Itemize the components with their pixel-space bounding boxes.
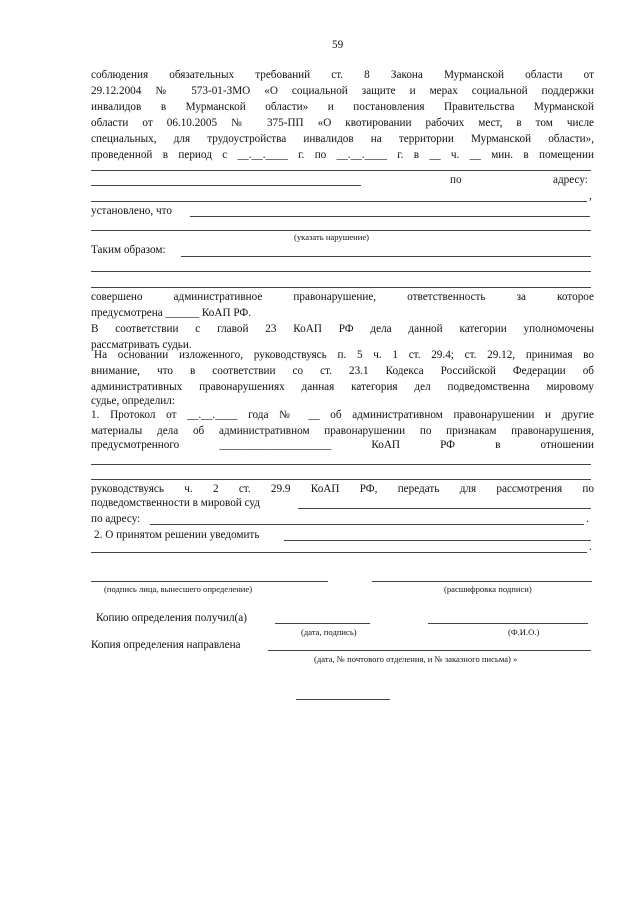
blank-line[interactable] xyxy=(91,230,591,231)
p1-line-6: проведенной в период с __.__.____ г. по __.__.____ г. в __ ч. __ мин. в помещении xyxy=(91,149,594,161)
p4-line-1: руководствуясь ч. 2 ст. 29.9 КоАП РФ, передать для рассмотрения по xyxy=(91,483,594,495)
p3-line-6: материалы дела об административном правонарушении по признакам правонарушения, xyxy=(91,425,594,437)
p1-line-3: инвалидов в Мурманской области» и постановления Правительства Мурманской xyxy=(91,101,594,113)
p2-line-4: рассматривать судьи. xyxy=(91,339,192,351)
comma: , xyxy=(589,190,592,202)
blank-line[interactable] xyxy=(91,464,591,465)
p3-line-1: На основании изложенного, руководствуясь п. 5 ч. 1 ст. 29.4; ст. 29.12, принимая во xyxy=(94,349,594,361)
blank-line[interactable] xyxy=(91,170,591,171)
blank-line[interactable] xyxy=(91,287,591,288)
p2-line-1: совершено административное правонарушение, ответственность за которое xyxy=(91,291,594,303)
post-hint: (дата, № почтового отделения, и № заказного письма) » xyxy=(314,654,518,664)
address-label: адресу: xyxy=(553,174,588,186)
blank-line[interactable] xyxy=(91,271,591,272)
closing-rule xyxy=(296,699,390,700)
thus-label: Таким образом: xyxy=(91,244,166,256)
signature-line[interactable] xyxy=(91,581,328,582)
violation-hint: (указать нарушение) xyxy=(294,232,370,242)
fio-field[interactable] xyxy=(428,623,588,624)
address-field[interactable] xyxy=(150,524,584,525)
p1-line-1: соблюдения обязательных требований ст. 8 Закона Мурманской области от xyxy=(91,69,594,81)
period: . xyxy=(586,513,589,525)
p1-line-4: области от 06.10.2005 № 375-ПП «О квотировании рабочих мест, в том числе xyxy=(91,117,594,129)
p3-line-2: внимание, что в соответствии со ст. 23.1 Кодекса Российской Федерации об xyxy=(91,365,594,377)
period: . xyxy=(589,541,592,553)
p4-line-2: подведомственности в мировой суд xyxy=(91,497,260,509)
page-number: 59 xyxy=(332,39,344,51)
p1-line-2: 29.12.2004 № 573-01-ЗМО «О социальной защите и мерах социальной поддержки xyxy=(91,85,594,97)
copy-received-field[interactable] xyxy=(275,623,370,624)
p3-line-3: административных правонарушениях данная категория дел подведомственна мировому xyxy=(91,381,594,393)
blank-line[interactable] xyxy=(91,479,591,480)
copy-sent-label: Копия определения направлена xyxy=(91,639,241,651)
p4-line-3: по адресу: xyxy=(91,513,141,525)
po-label: по xyxy=(450,174,462,186)
blank-line[interactable] xyxy=(91,201,587,202)
signature-decoding-line[interactable] xyxy=(372,581,592,582)
copy-received-label: Копию определения получил(а) xyxy=(96,612,247,624)
blank-line[interactable] xyxy=(91,185,361,186)
court-field[interactable] xyxy=(298,508,591,509)
p2-line-3: В соответствии с главой 23 КоАП РФ дела данной категории уполномочены xyxy=(91,323,594,335)
p4-line-4: 2. О принятом решении уведомить xyxy=(94,529,260,541)
blank-line[interactable] xyxy=(91,552,587,553)
signature-right-hint: (расшифровка подписи) xyxy=(444,584,532,594)
p2-line-2: предусмотрена ______ КоАП РФ. xyxy=(91,307,251,319)
fio-hint: (Ф.И.О.) xyxy=(508,627,540,637)
established-label: установлено, что xyxy=(91,205,172,217)
established-field[interactable] xyxy=(190,216,590,217)
p3-line-7: предусмотренного ____________________ КоАП РФ в отношении xyxy=(91,439,594,451)
p3-line-4: судье, определил: xyxy=(91,395,175,407)
p3-line-5: 1. Протокол от __.__.____ года № __ об административном правонарушении и другие xyxy=(91,409,594,421)
date-sign-hint: (дата, подпись) xyxy=(301,627,357,637)
notify-field[interactable] xyxy=(284,540,591,541)
thus-field[interactable] xyxy=(181,256,591,257)
p1-line-5: специальных, для трудоустройства инвалидов на территории Мурманской области», xyxy=(91,133,594,145)
copy-sent-field[interactable] xyxy=(268,650,591,651)
signature-left-hint: (подпись лица, вынесшего определение) xyxy=(104,584,253,594)
